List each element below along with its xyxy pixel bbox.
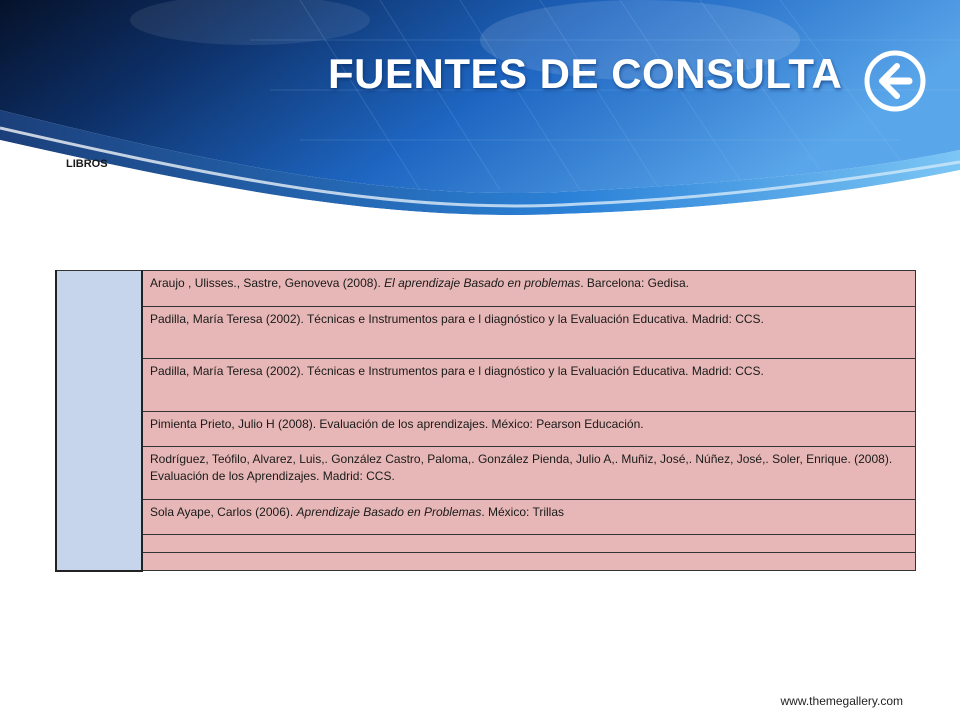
circle-arrow-left-icon [862,48,928,114]
slide-title: FUENTES DE CONSULTA [328,50,843,97]
reference-cell [142,359,916,412]
table-row [56,307,916,359]
reference-text-part: Pimienta Prieto, Julio H (2008). Evaluación de los aprendizajes. México: Pearson Educación. [150,417,644,431]
reference-title-italic: El aprendizaje Basado en problemas [384,276,581,290]
reference-title-italic: Aprendizaje Basado en Problemas [296,505,482,519]
back-arrow-button[interactable] [862,48,928,114]
reference-text-part: Padilla, María Teresa (2002). Técnicas e Instrumentos para e l diagnóstico y la Evaluación Educativa. Madrid: CCS. [150,364,764,378]
reference-cell [142,271,916,307]
reference-cell [142,553,916,571]
reference-cell [142,307,916,359]
table-row [56,359,916,412]
reference-text-part: Sola Ayape, Carlos (2006). [150,505,297,519]
reference-cell [142,412,916,447]
footer-url: www.themegallery.com [780,694,903,708]
reference-text [143,553,915,557]
reference-text [143,500,915,521]
table-row [56,500,916,535]
reference-text [143,412,915,433]
category-cell [56,158,142,571]
references-table [55,158,916,572]
reference-text-part: . Barcelona: Gedisa. [580,276,689,290]
reference-text-part: Araujo , Ulisses., Sastre, Genoveva (2008). [150,276,385,290]
table-row [56,412,916,447]
reference-text [143,359,915,380]
reference-text-part: Padilla, María Teresa (2002). Técnicas e Instrumentos para e l diagnóstico y la Evaluación Educativa. Madrid: CCS. [150,312,764,326]
reference-text-part: . México: Trillas [481,505,564,519]
table-row [56,535,916,553]
reference-text-part: Rodríguez, Teófilo, Alvarez, Luis,. González Castro, Paloma,. González Pienda, Julio A,. Muñiz, José,. Núñez, José,. Soler, Enrique. (2008). Evaluación de los Aprendizajes. Madrid: CCS. [150,452,893,483]
header-banner [0,0,960,240]
reference-text [143,271,915,292]
reference-text [143,307,915,328]
reference-cell [142,500,916,535]
reference-text [143,535,915,539]
table-row [56,447,916,500]
reference-cell [142,447,916,500]
table-row [56,271,916,307]
reference-text [143,447,915,485]
reference-cell [142,535,916,553]
category-label: LIBROS [66,158,108,171]
table-row [56,553,916,571]
